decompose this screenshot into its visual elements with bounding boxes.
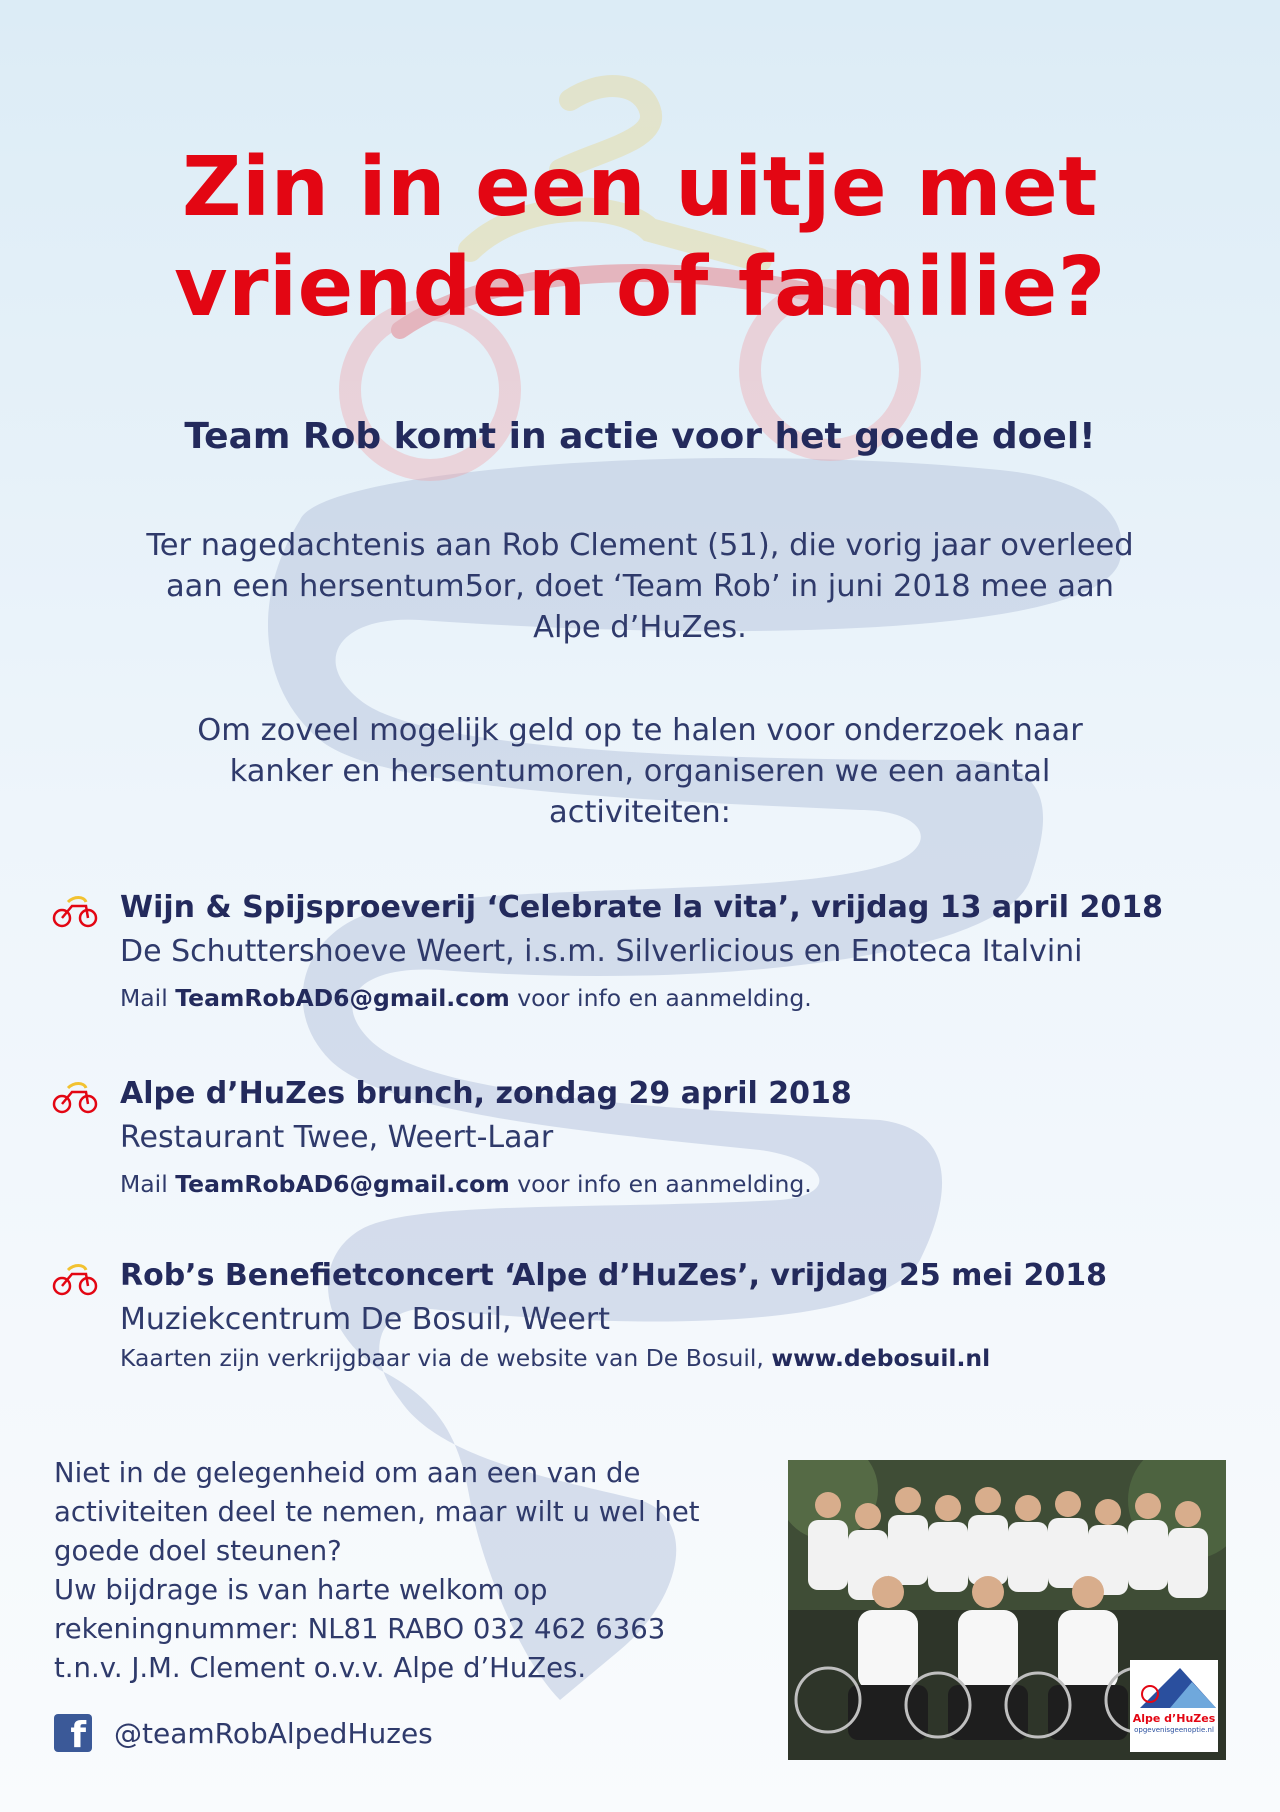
website-link[interactable]: www.debosuil.nl [771,1344,991,1372]
activity-item [50,1074,1230,1204]
intro-paragraph-1 [70,525,1210,648]
intro-line: activiteiten: [549,795,731,830]
subheading: Team Rob komt in actie voor het goede doel! [184,416,1096,457]
donation-line: goede doel steunen? [54,1535,342,1567]
alpe-dhuzes-logo [1130,1660,1218,1752]
intro-line: Alpe d’HuZes. [533,610,747,645]
logo-name: Alpe d’HuZes [1132,1712,1216,1725]
activity-name: Wijn & Spijsproeverij ‘Celebrate la vita’ [120,890,790,925]
activity-info: Kaarten zijn verkrijgbaar via de website van De Bosuil, www.debosuil.nl [120,1344,991,1372]
activity-venue: Muziekcentrum De Bosuil, Weert [120,1302,610,1337]
headline-line-1: Zin in een uitje met [182,140,1098,235]
activity-date: , vrijdag 25 mei 2018 [748,1258,1108,1293]
activity-item [50,888,1230,1018]
facebook-handle[interactable]: @teamRobAlpedHuzes [114,1716,433,1750]
donation-line: activiteiten deel te nemen, maar wilt u wel het [54,1496,700,1528]
intro-line: kanker en hersentumoren, organiseren we een aantal [229,754,1051,789]
activity-info: Mail TeamRobAD6@gmail.com voor info en aanmelding. [120,1170,812,1198]
activity-date: , vrijdag 13 april 2018 [789,890,1163,925]
activity-date: , zondag 29 april 2018 [473,1076,852,1111]
activity-info: Mail TeamRobAD6@gmail.com voor info en aanmelding. [120,984,812,1012]
headline-line-2: vrienden of familie? [174,240,1106,335]
facebook-link[interactable] [54,1714,433,1756]
intro-line: Ter nagedachtenis aan Rob Clement (51), die vorig jaar overleed [146,528,1134,563]
facebook-icon: f [54,1714,92,1752]
intro-line: Om zoveel mogelijk geld op te halen voor onderzoek naar [197,713,1083,748]
cyclist-icon [50,894,100,928]
contact-email[interactable]: TeamRobAD6@gmail.com [175,1170,510,1198]
logo-site: opgevenisgeenoptie.nl [1134,1726,1214,1734]
donation-line: Uw bijdrage is van harte welkom op [54,1574,548,1606]
activity-venue: De Schuttershoeve Weert, i.s.m. Silverlicious en Enoteca Italvini [120,934,1083,969]
activity-name: Rob’s Benefietconcert ‘Alpe d’HuZes’ [120,1258,749,1293]
team-photo [788,1460,1226,1760]
intro-paragraph-2 [70,710,1210,833]
cyclist-icon [50,1262,100,1296]
activity-item [50,1256,1230,1386]
activity-name: Alpe d’HuZes brunch [120,1076,474,1111]
intro-line: aan een hersentum5or, doet ‘Team Rob’ in juni 2018 mee aan [165,569,1115,604]
donation-line: rekeningnummer: NL81 RABO 032 462 6363 [54,1613,666,1645]
donation-paragraph [54,1454,774,1688]
activity-title [120,888,1163,928]
mountain-icon [1130,1660,1218,1710]
donation-line: t.n.v. J.M. Clement o.v.v. Alpe d’HuZes. [54,1652,587,1684]
activity-venue: Restaurant Twee, Weert-Laar [120,1120,554,1155]
cyclist-icon [50,1080,100,1114]
activity-title [120,1256,1107,1296]
activity-title [120,1074,852,1114]
donation-line: Niet in de gelegenheid om aan een van de [54,1457,641,1489]
contact-email[interactable]: TeamRobAD6@gmail.com [175,984,510,1012]
